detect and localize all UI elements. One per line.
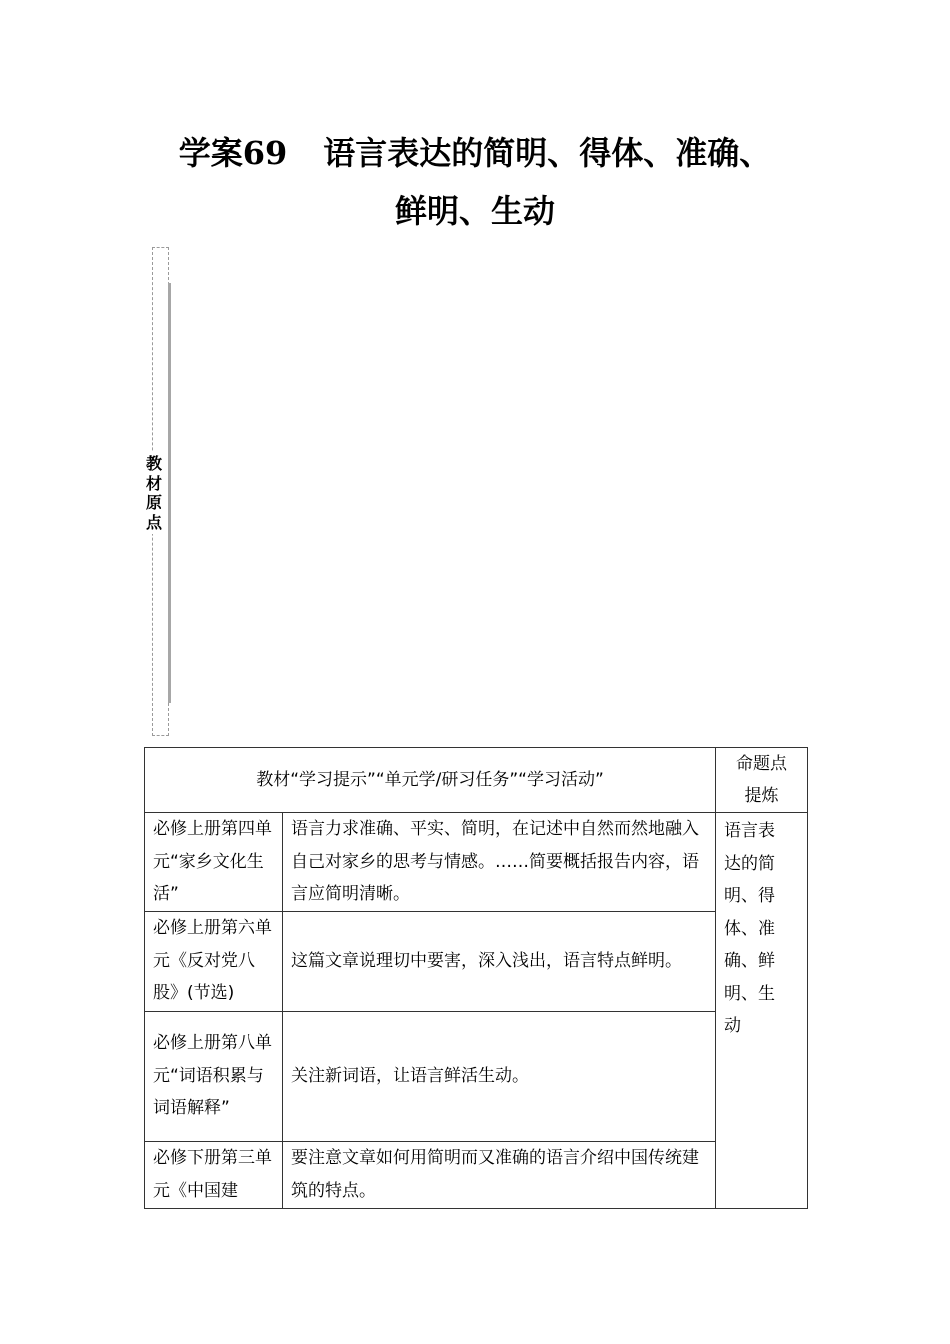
table-row <box>145 911 808 1011</box>
row-content-text: 语言力求准确、平实、简明，在记述中自然而然地融入自己对家乡的思考与情感。……简要概括报告内容，语言应简明清晰。 <box>291 819 699 904</box>
title-text: 语言表达的简明、得体、准确、 <box>323 134 772 172</box>
row-source <box>145 911 283 1011</box>
table-header-row <box>145 748 808 813</box>
textbook-table <box>144 747 808 1209</box>
table-row <box>145 1011 808 1141</box>
title-line-1 <box>0 124 950 182</box>
header-main <box>145 748 716 813</box>
row-source <box>145 813 283 912</box>
row-source-text: 必修上册第四单元“家乡文化生活” <box>153 819 272 904</box>
side-label-char: 点 <box>145 512 162 532</box>
row-content <box>283 1141 716 1208</box>
table-row <box>145 813 808 912</box>
row-content <box>283 1011 716 1141</box>
side-label-char: 原 <box>145 493 162 512</box>
row-source-text: 必修上册第八单元“词语积累与词语解释” <box>153 1033 272 1119</box>
table-row <box>145 1141 808 1208</box>
side-vertical-rule <box>168 283 171 703</box>
title-number: 学案69 <box>178 134 288 172</box>
header-topic <box>716 748 808 813</box>
side-label-char: 教 <box>145 454 162 473</box>
row-content-text: 关注新词语，让语言鲜活生动。 <box>291 1065 529 1086</box>
side-label-box <box>141 452 167 534</box>
title-line-2: 鲜明、生动 <box>394 192 555 230</box>
side-label-char: 材 <box>145 473 162 493</box>
page-title <box>0 124 950 240</box>
header-main-text: 教材“学习提示”“单元学/研习任务”“学习活动” <box>256 769 604 790</box>
row-source <box>145 1011 283 1141</box>
row-source-text: 必修下册第三单元《中国建 <box>153 1148 272 1201</box>
header-topic-line1: 命题点 <box>736 754 787 774</box>
row-source <box>145 1141 283 1208</box>
topic-cell <box>716 813 808 1209</box>
header-topic-line2: 提炼 <box>744 786 779 806</box>
topic-text: 语言表达的简明、得体、准确、鲜明、生动 <box>724 821 775 1036</box>
row-source-text: 必修上册第六单元《反对党八股》(节选) <box>153 918 272 1004</box>
side-label <box>141 454 167 532</box>
row-content <box>283 911 716 1011</box>
row-content-text: 这篇文章说理切中要害，深入浅出，语言特点鲜明。 <box>291 950 682 971</box>
row-content-text: 要注意文章如何用简明而又准确的语言介绍中国传统建筑的特点。 <box>291 1148 699 1201</box>
row-content <box>283 813 716 912</box>
